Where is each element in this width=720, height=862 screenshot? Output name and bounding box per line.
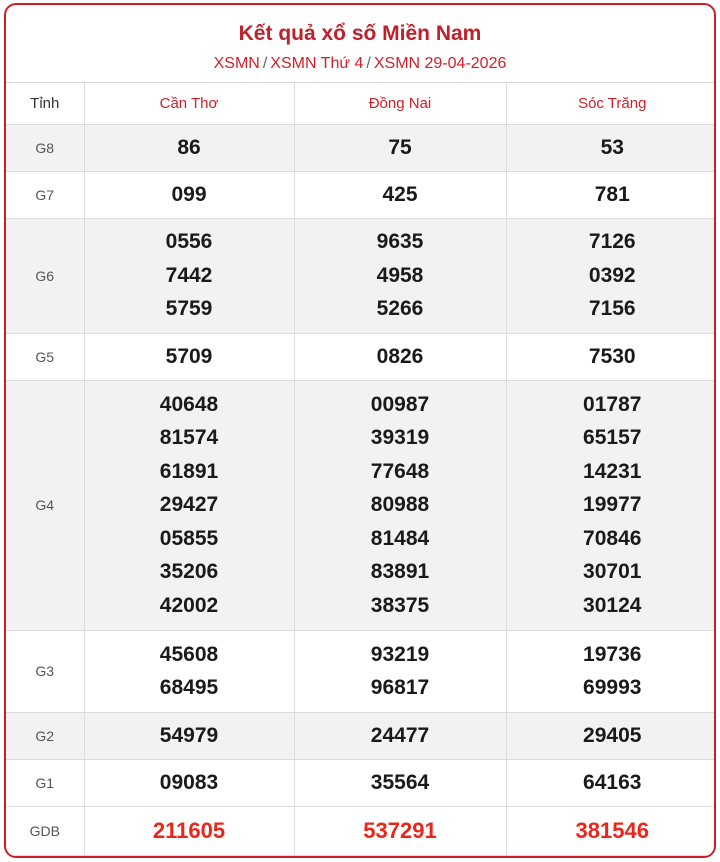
prize-label: GDB: [6, 806, 84, 855]
prize-label: G1: [6, 759, 84, 806]
result-number: 19736: [583, 642, 642, 666]
prize-label: G6: [6, 218, 84, 333]
prize-cell: [84, 171, 294, 218]
result-number: 65157: [583, 426, 642, 450]
prize-cell: [294, 171, 506, 218]
prize-cell: [84, 806, 294, 855]
prize-cell: [84, 333, 294, 380]
prize-cell: [294, 380, 506, 630]
result-number: 7530: [588, 344, 636, 368]
column-header-province-label: Tỉnh: [6, 83, 84, 124]
prize-row-g2: [6, 712, 716, 759]
results-card: [4, 3, 716, 858]
result-number: 75: [388, 135, 412, 159]
breadcrumb-xsmn-thu-4[interactable]: XSMN Thứ 4: [270, 55, 364, 72]
result-number: 7442: [165, 263, 213, 287]
result-number: 9635: [376, 230, 424, 254]
prize-cell: [506, 218, 716, 333]
result-number: 35206: [159, 560, 219, 584]
column-header-dong-nai[interactable]: Đồng Nai: [294, 83, 506, 124]
result-number: 96817: [370, 676, 430, 699]
result-number: 425: [382, 182, 418, 206]
prize-cell: [506, 171, 716, 218]
result-number: 35564: [370, 770, 430, 794]
result-number: 45608: [159, 642, 219, 666]
result-number: 05855: [159, 526, 219, 550]
result-number: 0392: [588, 263, 636, 287]
result-number: 53: [600, 135, 624, 159]
result-number: 68495: [159, 676, 219, 699]
prize-row-g7: [6, 171, 716, 218]
breadcrumb: [6, 54, 714, 74]
result-number: 00987: [370, 392, 430, 416]
page-title: Kết quả xổ số Miền Nam: [238, 22, 482, 45]
result-number: 537291: [363, 817, 437, 843]
result-number: 69993: [583, 676, 642, 699]
prize-cell: [506, 806, 716, 855]
result-number: 83891: [370, 560, 430, 584]
result-number: 781: [594, 182, 630, 206]
prize-label: G8: [6, 124, 84, 171]
result-number: 7156: [588, 297, 636, 321]
result-number: 29427: [159, 493, 219, 517]
result-number: 7126: [588, 230, 636, 254]
prize-cell: [294, 712, 506, 759]
column-header-can-tho[interactable]: Cần Thơ: [84, 83, 294, 124]
result-number: 14231: [583, 459, 642, 483]
prize-label: G4: [6, 380, 84, 630]
prize-cell: [84, 124, 294, 171]
result-number: 0556: [165, 230, 213, 254]
result-number: 099: [171, 182, 207, 206]
result-number: 70846: [583, 526, 642, 550]
prize-cell: [84, 218, 294, 333]
result-number: 381546: [575, 817, 649, 843]
prize-cell: [294, 124, 506, 171]
result-number: 61891: [159, 459, 219, 483]
prize-cell: [294, 759, 506, 806]
breadcrumb-xsmn-date[interactable]: XSMN 29-04-2026: [373, 55, 507, 72]
result-number: 30124: [583, 593, 642, 617]
prize-label: G3: [6, 630, 84, 712]
result-number: 5759: [165, 297, 213, 321]
result-number: 81574: [159, 426, 219, 450]
result-number: 5709: [165, 344, 213, 368]
result-number: 40648: [159, 392, 219, 416]
result-number: 42002: [159, 593, 219, 617]
prize-cell: [506, 333, 716, 380]
result-number: 24477: [370, 723, 430, 747]
prize-cell: [506, 759, 716, 806]
result-number: 4958: [376, 263, 424, 287]
result-number: 19977: [583, 493, 642, 517]
prize-label: G2: [6, 712, 84, 759]
breadcrumb-separator: /: [366, 55, 371, 72]
prize-cell: [506, 630, 716, 712]
prize-label: G7: [6, 171, 84, 218]
result-number: 0826: [376, 344, 424, 368]
breadcrumb-separator: /: [262, 55, 268, 72]
result-number: 09083: [159, 770, 219, 794]
table-header-row: [6, 83, 716, 124]
prize-row-gdb: [6, 806, 716, 855]
result-number: 93219: [370, 642, 430, 666]
prize-cell: [84, 630, 294, 712]
prize-cell: [506, 380, 716, 630]
prize-cell: [84, 712, 294, 759]
result-number: 01787: [583, 392, 642, 416]
result-number: 64163: [583, 770, 642, 794]
prize-cell: [506, 712, 716, 759]
result-number: 29405: [583, 723, 642, 747]
column-header-soc-trang[interactable]: Sóc Trăng: [506, 83, 716, 124]
prize-label: G5: [6, 333, 84, 380]
prize-cell: [294, 630, 506, 712]
prize-cell: [506, 124, 716, 171]
prize-cell: [294, 333, 506, 380]
prize-row-g3: [6, 630, 716, 712]
prize-row-g1: [6, 759, 716, 806]
results-header: [6, 5, 714, 83]
prize-cell: [294, 218, 506, 333]
results-body: [6, 124, 716, 855]
prize-row-g8: [6, 124, 716, 171]
prize-row-g5: [6, 333, 716, 380]
result-number: 30701: [583, 560, 642, 584]
result-number: 38375: [370, 593, 430, 617]
result-number: 5266: [376, 297, 424, 321]
prize-cell: [84, 759, 294, 806]
result-number: 77648: [370, 459, 430, 483]
result-number: 80988: [370, 493, 430, 517]
prize-cell: [294, 806, 506, 855]
prize-row-g6: [6, 218, 716, 333]
prize-cell: [84, 380, 294, 630]
result-number: 86: [177, 135, 201, 159]
results-table: [6, 83, 716, 856]
result-number: 54979: [159, 723, 219, 747]
prize-row-g4: [6, 380, 716, 630]
breadcrumb-xsmn[interactable]: XSMN: [213, 55, 260, 72]
result-number: 81484: [370, 526, 430, 550]
result-number: 39319: [370, 426, 430, 450]
result-number: 211605: [152, 817, 226, 843]
